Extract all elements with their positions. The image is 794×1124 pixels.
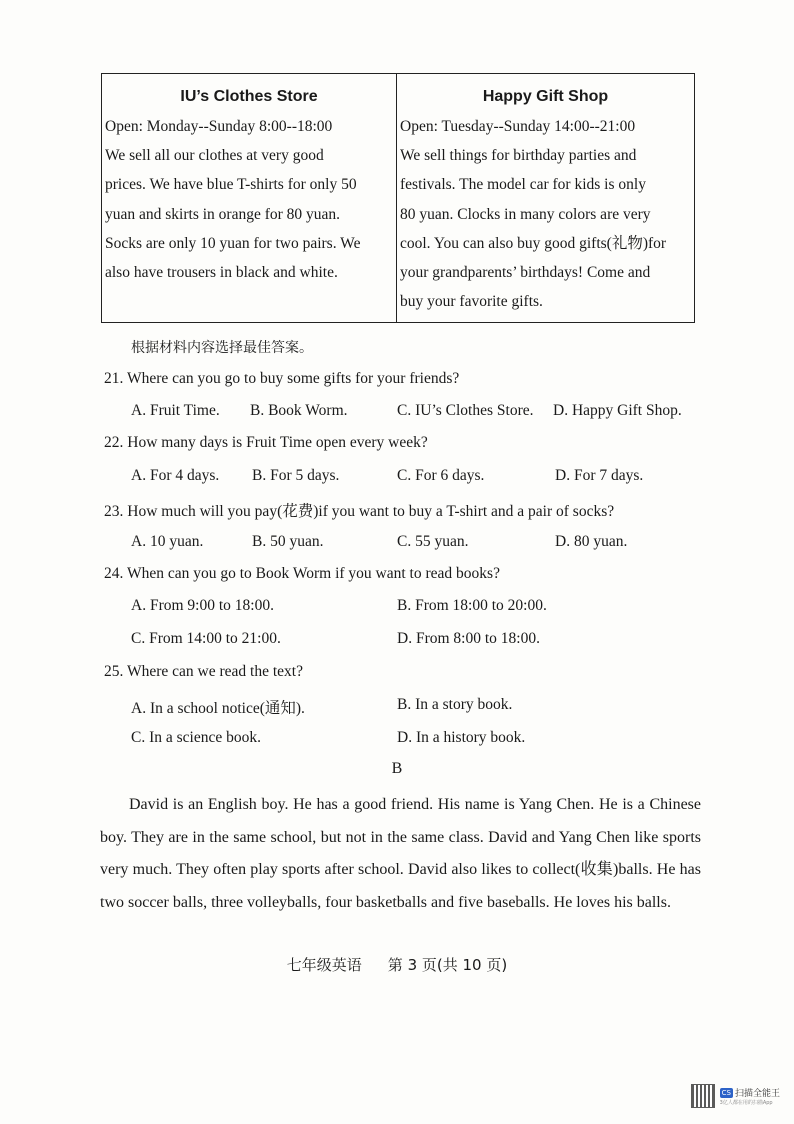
option-c[interactable]: C. For 6 days. <box>397 467 485 484</box>
store-line: yuan and skirts in orange for 80 yuan. <box>105 205 341 223</box>
section-heading: B <box>391 760 403 777</box>
footer-page-number: 第 3 页(共 10 页) <box>387 956 508 974</box>
option-c[interactable]: C. IU’s Clothes Store. <box>397 402 534 419</box>
store-description <box>105 112 393 287</box>
store-line: Open: Tuesday--Sunday 14:00--21:00 <box>400 118 636 135</box>
option-d[interactable]: D. 80 yuan. <box>555 533 628 550</box>
question-23: 23. How much will you pay(花费)if you want to buy a T-shirt and a pair of socks? <box>104 503 615 520</box>
instruction-text: 根据材料内容选择最佳答案。 <box>131 340 313 356</box>
store-line: 80 yuan. Clocks in many colors are very <box>400 205 651 223</box>
watermark-subtitle: 3亿人都在用的扫描App <box>719 1100 773 1106</box>
store-line: prices. We have blue T-shirts for only 50 <box>105 176 357 194</box>
option-d[interactable]: D. Happy Gift Shop. <box>553 402 682 419</box>
store-line: also have trousers in black and white. <box>105 264 338 282</box>
option-d[interactable]: D. For 7 days. <box>555 467 644 484</box>
store-gift <box>397 74 694 322</box>
store-clothes <box>102 74 397 322</box>
store-title: Happy Gift Shop <box>482 88 609 105</box>
option-a[interactable]: A. In a school notice(通知). <box>131 700 305 717</box>
option-b[interactable]: B. For 5 days. <box>252 467 340 484</box>
store-description <box>400 112 691 316</box>
store-line: festivals. The model car for kids is only <box>400 176 646 194</box>
option-d[interactable]: D. From 8:00 to 18:00. <box>397 630 540 647</box>
option-b[interactable]: B. Book Worm. <box>250 402 348 419</box>
footer-subject: 七年级英语 <box>286 956 362 974</box>
option-c[interactable]: C. From 14:00 to 21:00. <box>131 630 281 647</box>
store-line: We sell things for birthday parties and <box>400 147 637 165</box>
option-d[interactable]: D. In a history book. <box>397 729 526 746</box>
scanner-logo-icon: CS <box>721 1088 731 1097</box>
option-a[interactable]: A. Fruit Time. <box>131 402 220 419</box>
store-info-table <box>101 73 695 323</box>
question-21: 21. Where can you go to buy some gifts for your friends? <box>104 370 460 387</box>
store-line: buy your favorite gifts. <box>400 293 543 311</box>
option-b[interactable]: B. From 18:00 to 20:00. <box>397 597 547 614</box>
option-c[interactable]: C. In a science book. <box>131 729 261 746</box>
option-b[interactable]: B. In a story book. <box>397 696 513 713</box>
passage-text: David is an English boy. He has a good friend. His name is Yang Chen. He is a Chinese boy. They are in the same school, but not in the same class. David and Yang Chen like sports very much. They often play sports after school. David also likes to collect(收集)balls. He has two soccer balls, three volleyballs, four basketballs and five baseballs. He loves his balls. <box>100 796 701 911</box>
option-a[interactable]: A. 10 yuan. <box>131 533 204 550</box>
option-c[interactable]: C. 55 yuan. <box>397 533 469 550</box>
qr-code-icon <box>691 1084 715 1108</box>
page-footer <box>0 954 794 975</box>
store-line: Socks are only 10 yuan for two pairs. We <box>105 234 361 252</box>
question-22: 22. How many days is Fruit Time open every week? <box>104 434 428 451</box>
store-line: your grandparents’ birthdays! Come and <box>400 264 651 282</box>
option-b[interactable]: B. 50 yuan. <box>252 533 324 550</box>
store-line: cool. You can also buy good gifts(礼物)for <box>400 234 667 252</box>
watermark-brand: 扫描全能王 <box>734 1089 780 1099</box>
scanner-watermark <box>691 1084 780 1108</box>
reading-passage <box>100 789 701 919</box>
question-24: 24. When can you go to Book Worm if you want to read books? <box>104 565 500 582</box>
store-line: Open: Monday--Sunday 8:00--18:00 <box>105 118 333 135</box>
store-line: We sell all our clothes at very good <box>105 147 324 165</box>
option-a[interactable]: A. For 4 days. <box>131 467 220 484</box>
question-25: 25. Where can we read the text? <box>104 663 303 680</box>
store-title: IU’s Clothes Store <box>180 88 318 105</box>
option-a[interactable]: A. From 9:00 to 18:00. <box>131 597 274 614</box>
